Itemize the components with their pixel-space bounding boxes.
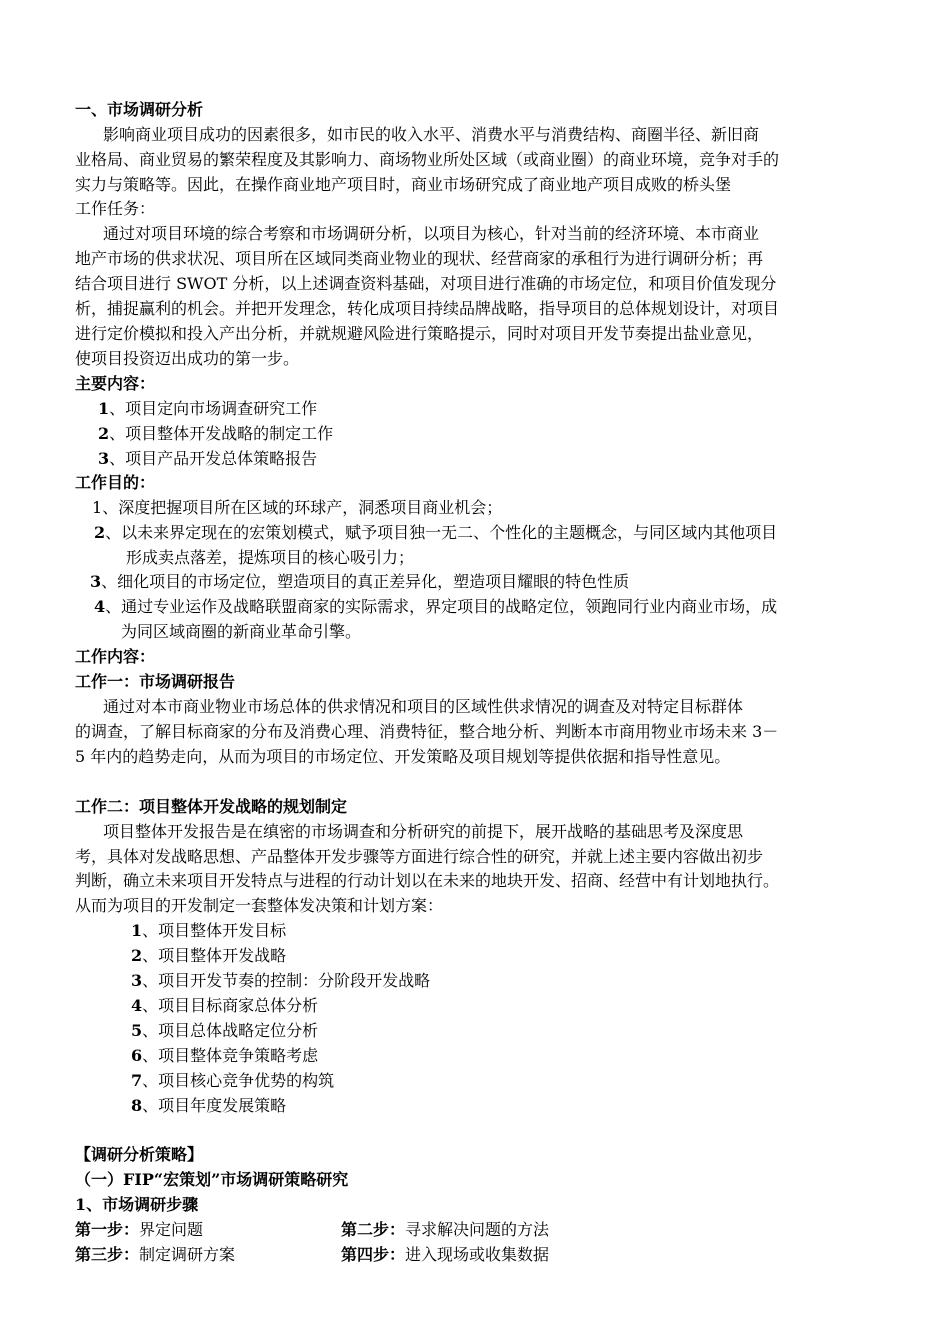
- item-number: 4: [131, 996, 143, 1015]
- intro-line: 业格局、商业贸易的繁荣程度及其影响力、商场物业所处区域（或商业圈）的商业环境，竞争对手的: [75, 150, 780, 169]
- work2-item: [131, 1018, 318, 1043]
- item-number: 2: [94, 523, 106, 542]
- step-item: [341, 1242, 549, 1267]
- item-text: 、项目总体战略定位分析: [142, 1021, 319, 1040]
- work2-line: 项目整体开发报告是在缜密的市场调查和分析研究的前提下，展开战略的基础思考及深度思: [103, 822, 744, 841]
- goal-item: [92, 495, 502, 520]
- goal-item: [94, 594, 777, 619]
- task-line: 进行定价模拟和投入产出分析，并就规避风险进行策略提示，同时对项目开发节奏提出盐业意见，: [75, 324, 764, 343]
- main-content-label: 主要内容：: [75, 374, 156, 393]
- goal-item: [90, 569, 629, 594]
- item-text: 、项目定向市场调查研究工作: [109, 399, 318, 418]
- item-text: 、项目整体开发战略的制定工作: [109, 424, 334, 443]
- item-text: 、项目年度发展策略: [142, 1096, 287, 1115]
- item-number: 3: [131, 971, 143, 990]
- task-label: 工作任务：: [75, 199, 156, 218]
- item-number: 8: [131, 1096, 143, 1115]
- task-line: 地产市场的供求状况、项目所在区域同类商业物业的现状、经营商家的承租行为进行调研分析；再: [75, 249, 764, 268]
- goal-label: 工作目的：: [75, 473, 156, 492]
- item-number: 5: [131, 1021, 143, 1040]
- item-text: 、深度把握项目所在区域的环球产，洞悉项目商业机会；: [102, 498, 503, 517]
- item-number: 2: [98, 424, 110, 443]
- work2-title: 工作二：项目整体开发战略的规划制定: [75, 797, 348, 816]
- work2-item: [131, 993, 318, 1018]
- item-text: 、项目核心竞争优势的构筑: [142, 1071, 335, 1090]
- work2-item: [131, 943, 286, 968]
- strategy-heading: 【调研分析策略】: [75, 1145, 204, 1164]
- work-content-label: 工作内容：: [75, 647, 156, 666]
- work1-line: 的调查，了解目标商家的分布及消费心理、消费特征，整合地分析、判断本市商用物业市场未来 3－: [75, 722, 779, 741]
- work2-item: [131, 1043, 318, 1068]
- item-text: 、项目开发节奏的控制：分阶段开发战略: [142, 971, 431, 990]
- work1-line: 5 年内的趋势走向，从而为项目的市场定位、开发策略及项目规划等提供依据和指导性意见。: [75, 747, 731, 766]
- item-text: 、细化项目的市场定位，塑造项目的真正差异化，塑造项目耀眼的特色性质: [101, 572, 630, 591]
- item-text: 、项目整体开发目标: [142, 921, 287, 940]
- work2-line: 判断，确立未来项目开发特点与进程的行动计划以在未来的地块开发、招商、经营中有计划地执行。: [75, 871, 780, 890]
- item-text: 、项目产品开发总体策略报告: [109, 449, 318, 468]
- step-item: [75, 1217, 203, 1242]
- item-number: 1: [92, 498, 103, 517]
- step-text: 界定问题: [139, 1220, 204, 1239]
- item-text: 、通过专业运作及战略联盟商家的实际需求，界定项目的战略定位，领跑同行业内商业市场，成: [105, 597, 778, 616]
- step-label: 第三步：: [75, 1245, 140, 1264]
- step-label: 第一步：: [75, 1220, 140, 1239]
- work2-item: [131, 968, 430, 993]
- item-number: 4: [94, 597, 106, 616]
- item-number: 1: [131, 921, 143, 940]
- item-text: 、项目整体竞争策略考虑: [142, 1046, 319, 1065]
- step-text: 制定调研方案: [139, 1245, 236, 1264]
- item-text: 、项目目标商家总体分析: [142, 996, 319, 1015]
- step-label: 第二步：: [341, 1220, 406, 1239]
- work2-line: 考，具体对发战略思想、产品整体开发步骤等方面进行综合性的研究，并就上述主要内容做出初步: [75, 847, 764, 866]
- main-item: [98, 396, 317, 421]
- work2-item: [131, 1093, 286, 1118]
- item-text: 、以未来界定现在的宏策划模式，赋予项目独一无二、个性化的主题概念，与同区域内其他项目: [105, 523, 778, 542]
- section-heading: 一、市场调研分析: [75, 100, 204, 119]
- item-number: 1: [98, 399, 110, 418]
- fip-heading: （一）FIP“宏策划”市场调研策略研究: [75, 1170, 349, 1189]
- step-text: 进入现场或收集数据: [405, 1245, 550, 1264]
- item-number: 3: [98, 449, 110, 468]
- task-line: 通过对项目环境的综合考察和市场调研分析，以项目为核心，针对当前的经济环境、本市商业: [103, 224, 760, 243]
- steps-heading: 1、市场调研步骤: [75, 1195, 199, 1214]
- step-item: [341, 1217, 549, 1242]
- work1-title: 工作一：市场调研报告: [75, 672, 236, 691]
- work2-item: [131, 1068, 334, 1093]
- work1-line: 通过对本市商业物业市场总体的供求情况和项目的区域性供求情况的调查及对特定目标群体: [103, 697, 744, 716]
- intro-line: 影响商业项目成功的因素很多，如市民的收入水平、消费水平与消费结构、商圈半径、新旧商: [103, 125, 760, 144]
- item-number: 6: [131, 1046, 143, 1065]
- task-line: 结合项目进行 SWOT 分析，以上述调查资料基础，对项目进行准确的市场定位，和项目价值发现分: [75, 274, 777, 293]
- item-number: 2: [131, 946, 143, 965]
- step-label: 第四步：: [341, 1245, 406, 1264]
- step-item: [75, 1242, 235, 1267]
- item-text: 、项目整体开发战略: [142, 946, 287, 965]
- goal-item-continuation: 为同区域商圈的新商业革命引擎。: [121, 622, 362, 641]
- step-text: 寻求解决问题的方法: [405, 1220, 550, 1239]
- task-line: 使项目投资迈出成功的第一步。: [75, 349, 300, 368]
- work2-line: 从而为项目的开发制定一套整体发决策和计划方案：: [75, 896, 444, 915]
- goal-item: [94, 520, 777, 545]
- goal-item-continuation: 形成卖点落差，提炼项目的核心吸引力；: [126, 548, 415, 567]
- work2-item: [131, 918, 286, 943]
- main-item: [98, 446, 317, 471]
- main-item: [98, 421, 333, 446]
- intro-line: 实力与策略等。因此，在操作商业地产项目时，商业市场研究成了商业地产项目成败的桥头堡: [75, 175, 732, 194]
- item-number: 3: [90, 572, 102, 591]
- task-line: 析，捕捉赢利的机会。并把开发理念，转化成项目持续品牌战略，指导项目的总体规划设计，对项目: [75, 299, 780, 318]
- item-number: 7: [131, 1071, 143, 1090]
